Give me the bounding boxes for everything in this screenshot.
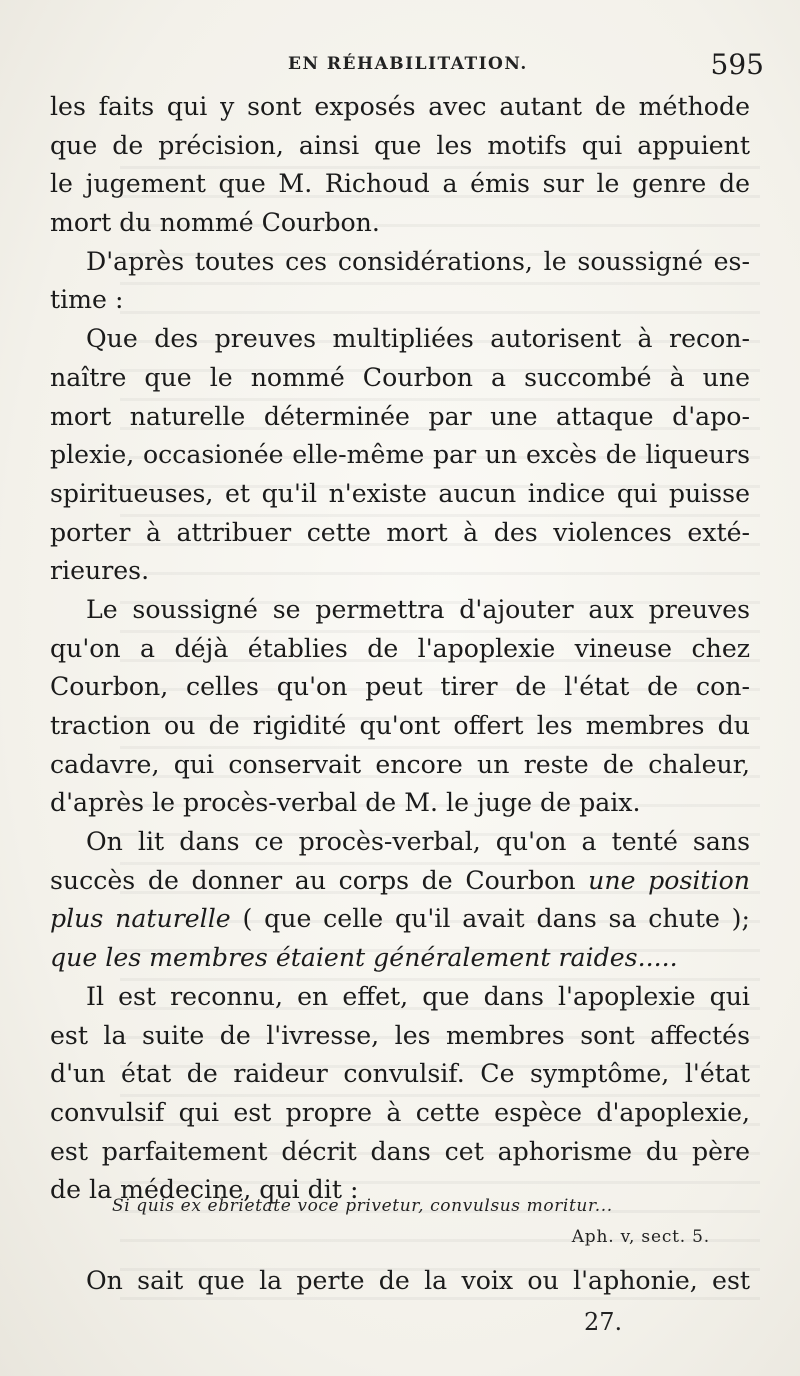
text-line-mixed [50, 862, 750, 901]
text-line: plexie, occasionée elle-même par un excès de liqueurs [50, 440, 750, 470]
running-title: EN RÉHABILITATION. [288, 54, 528, 74]
page-number: 595 [710, 48, 764, 81]
closing-line: On sait que la perte de la voix ou l'aphonie, est [86, 1266, 750, 1295]
text-line: le jugement que M. Richoud a émis sur le genre de [50, 169, 750, 199]
text-line: time : [50, 285, 124, 315]
quote-citation: Aph. v, sect. 5. [571, 1227, 710, 1247]
text-line: convulsif qui est propre à cette espèce d'apoplexie, [50, 1097, 750, 1127]
text-line: rieures. [50, 556, 150, 586]
italic-segment: plus naturelle [50, 904, 231, 934]
text-line: On lit dans ce procès-verbal, qu'on a tenté sans [86, 827, 750, 857]
text-line: D'après toutes ces considérations, le soussigné es- [86, 246, 750, 276]
text-line: cadavre, qui conservait encore un reste de chaleur, [50, 749, 750, 779]
text-line-mixed [50, 900, 750, 939]
text-line: que de précision, ainsi que les motifs qui appuient [50, 130, 750, 160]
italic-segment: que les membres étaient généralement raides..... [50, 943, 678, 973]
text-line: est la suite de l'ivresse, les membres sont affectés [50, 1020, 750, 1050]
text-line: naître que le nommé Courbon a succombé à une [50, 362, 750, 392]
text-line: mort du nommé Courbon. [50, 208, 380, 238]
text-line: Courbon, celles qu'on peut tirer de l'état de con- [50, 672, 750, 702]
running-head [50, 48, 770, 82]
text-segment: ( que celle qu'il avait dans sa chute ); [230, 904, 750, 934]
text-line [50, 939, 750, 978]
text-line: traction ou de rigidité qu'ont offert les membres du [50, 711, 750, 740]
text-line: porter à attribuer cette mort à des violences exté- [50, 517, 750, 547]
text-line: Le soussigné se permettra d'ajouter aux preuves [86, 594, 750, 624]
latin-quote: Si quis ex ebrietate voce privetur, convulsus moritur... [112, 1196, 613, 1216]
text-line: d'un état de raideur convulsif. Ce symptôme, l'état [50, 1059, 750, 1089]
text-line: Que des preuves multipliées autorisent à recon- [86, 324, 750, 354]
text-segment: succès de donner au corps de Courbon [50, 865, 589, 895]
text-line: de la médecine, qui dit : [50, 1175, 359, 1205]
text-line: spiritueuses, et qu'il n'existe aucun indice qui puisse [50, 478, 750, 508]
text-line: Il est reconnu, en effet, que dans l'apoplexie qui [86, 981, 750, 1011]
italic-segment: une position [588, 865, 750, 895]
text-line: les faits qui y sont exposés avec autant de méthode [50, 92, 750, 121]
text-line: mort naturelle déterminée par une attaque d'apo- [50, 401, 750, 431]
body-text [50, 88, 750, 1210]
text-line: d'après le procès-verbal de M. le juge de paix. [50, 788, 641, 818]
text-line: est parfaitement décrit dans cet aphorisme du père [50, 1136, 750, 1166]
signature-mark: 27. [584, 1308, 623, 1336]
text-line: qu'on a déjà établies de l'apoplexie vineuse chez [50, 633, 750, 663]
